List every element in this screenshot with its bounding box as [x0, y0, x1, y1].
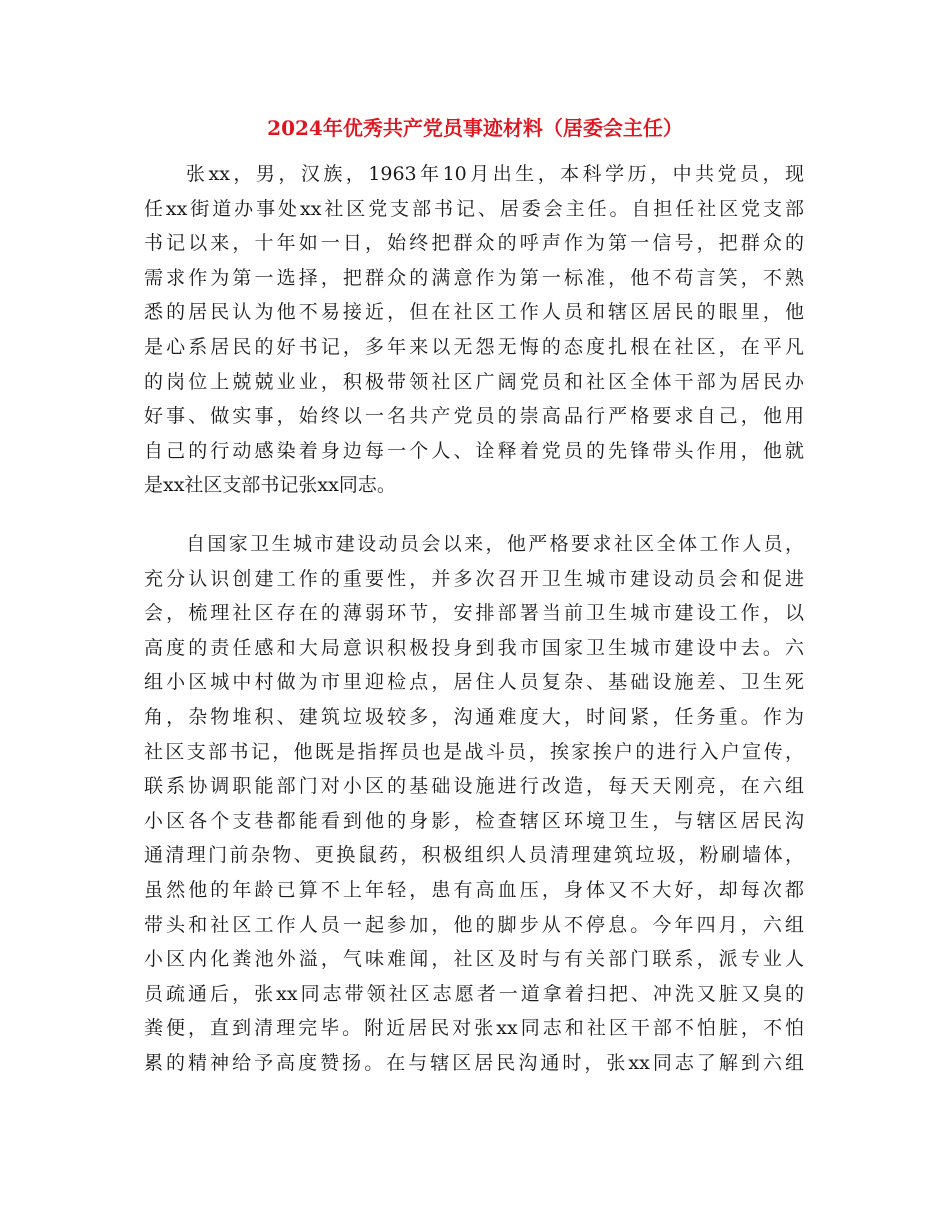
paragraph-line: 充分认识创建工作的重要性，并多次召开卫生城市建设动员会和促进 [144, 567, 804, 590]
paragraph-line: 是心系居民的好书记，多年来以无怨无悔的态度扎根在社区，在平凡 [144, 335, 804, 358]
document-title: 2024年优秀共产党员事迹材料（居委会主任） [267, 116, 683, 140]
paragraph-1 [144, 157, 804, 503]
paragraph-line: 员疏通后，张xx同志带领社区志愿者一道拿着扫把、冲洗又脏又臭的 [144, 982, 804, 1005]
paragraph-line: 高度的责任感和大局意识积极投身到我市国家卫生城市建设中去。六 [144, 636, 804, 659]
paragraph-line: 组小区城中村做为市里迎检点，居住人员复杂、基础设施差、卫生死 [144, 671, 804, 694]
paragraph-line: 联系协调职能部门对小区的基础设施进行改造，每天天刚亮，在六组 [144, 775, 804, 798]
paragraph-line: 粪便，直到清理完毕。附近居民对张xx同志和社区干部不怕脏，不怕 [144, 1017, 804, 1040]
paragraph-line: 小区内化粪池外溢，气味难闻，社区及时与有关部门联系，派专业人 [144, 948, 804, 971]
paragraph-line: 小区各个支巷都能看到他的身影，检查辖区环境卫生，与辖区居民沟 [144, 809, 804, 832]
paragraph-line: 需求作为第一选择，把群众的满意作为第一标准，他不苟言笑，不熟 [144, 266, 804, 289]
paragraph-line: 累的精神给予高度赞扬。在与辖区居民沟通时，张xx同志了解到六组 [144, 1051, 804, 1074]
paragraph-line: 会，梳理社区存在的薄弱环节，安排部署当前卫生城市建设工作，以 [144, 602, 804, 625]
paragraph-line: 虽然他的年龄已算不上年轻，患有高血压，身体又不大好，却每次都 [144, 878, 804, 901]
paragraph-2 [144, 527, 804, 1081]
paragraph-line: 社区支部书记，他既是指挥员也是战斗员，挨家挨户的进行入户宣传， [144, 740, 804, 763]
paragraph-line: 任xx街道办事处xx社区党支部书记、居委会主任。自担任社区党支部 [144, 197, 804, 220]
paragraph-line: 书记以来，十年如一日，始终把群众的呼声作为第一信号，把群众的 [144, 232, 804, 255]
paragraph-line: 自国家卫生城市建设动员会以来，他严格要求社区全体工作人员， [186, 533, 804, 555]
paragraph-line: 角，杂物堆积、建筑垃圾较多，沟通难度大，时间紧，任务重。作为 [144, 705, 804, 728]
paragraph-line: 好事、做实事，始终以一名共产党员的崇高品行严格要求自己，他用 [144, 405, 804, 428]
paragraph-line: 是xx社区支部书记张xx同志。 [144, 474, 396, 497]
paragraph-line: 自己的行动感染着身边每一个人、诠释着党员的先锋带头作用，他就 [144, 439, 804, 462]
paragraph-line: 带头和社区工作人员一起参加，他的脚步从不停息。今年四月，六组 [144, 913, 804, 936]
paragraph-line: 悉的居民认为他不易接近，但在社区工作人员和辖区居民的眼里，他 [144, 301, 804, 324]
paragraph-line: 通清理门前杂物、更换鼠药，积极组织人员清理建筑垃圾，粉刷墙体， [144, 844, 804, 867]
paragraph-line: 的岗位上兢兢业业，积极带领社区广阔党员和社区全体干部为居民办 [144, 370, 804, 393]
paragraph-line: 张xx，男，汉族，1963年10月出生，本科学历，中共党员，现 [186, 163, 804, 185]
